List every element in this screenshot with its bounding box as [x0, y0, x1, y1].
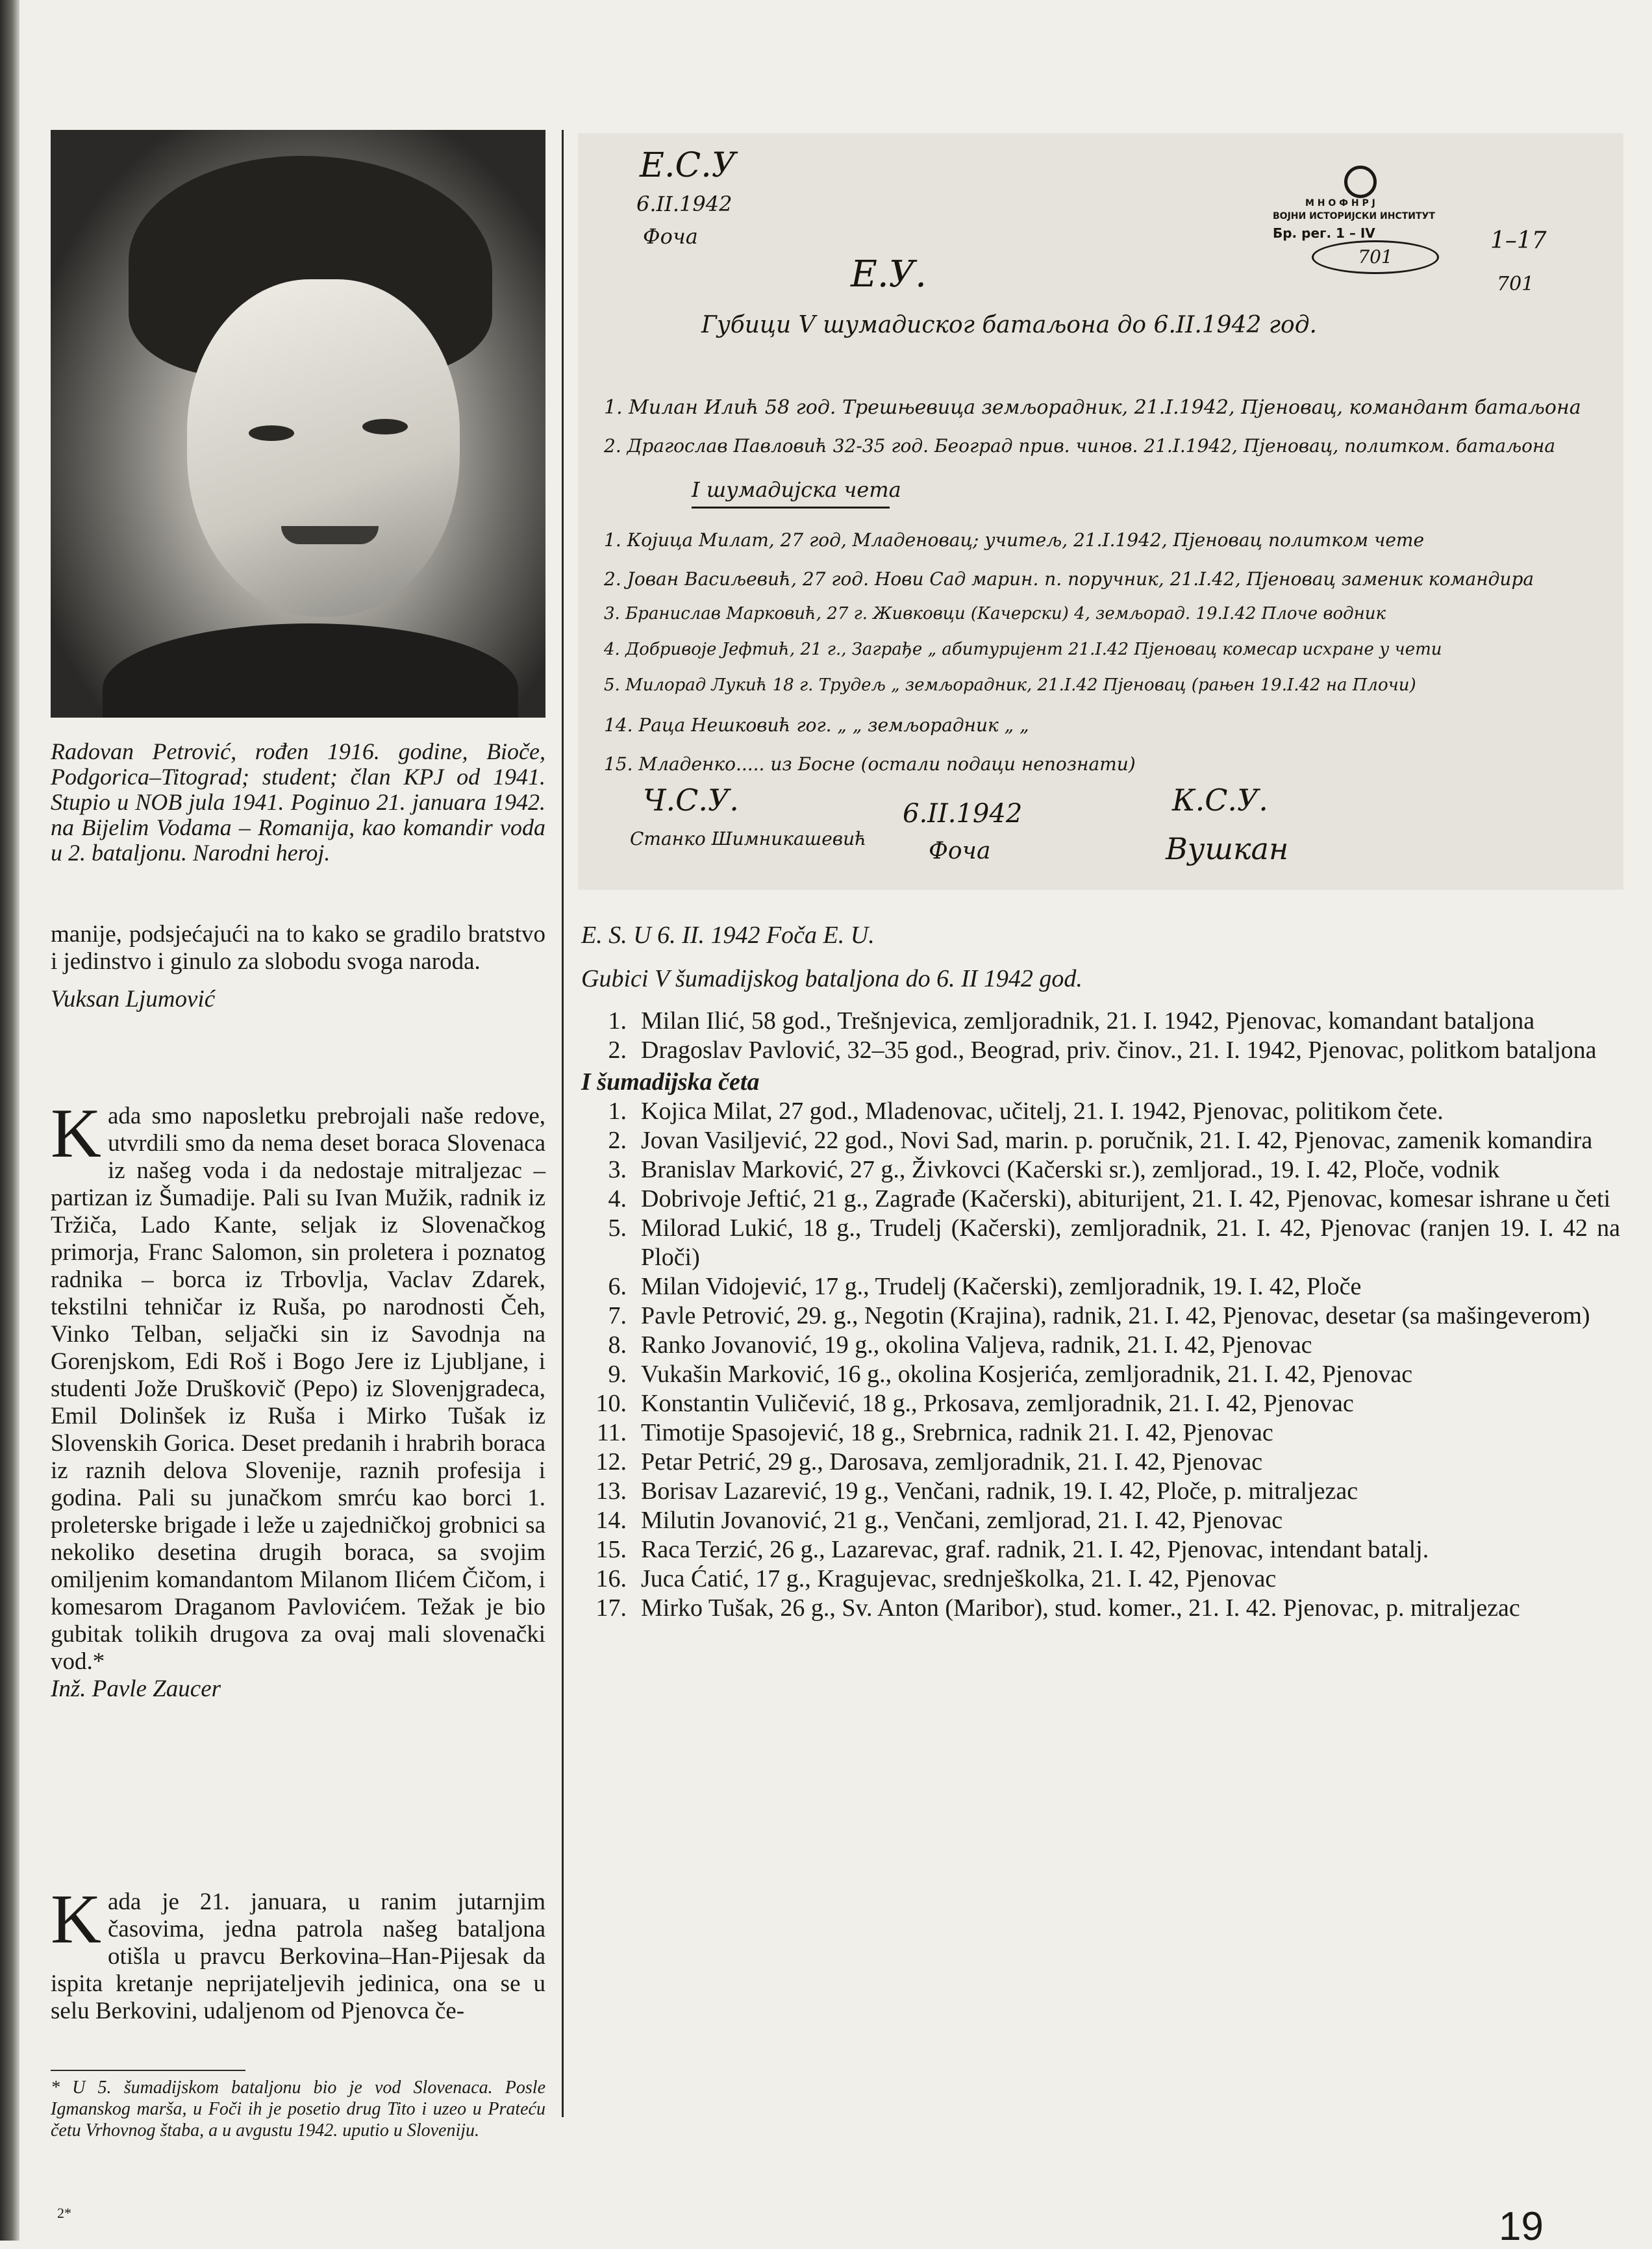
list-item [581, 1007, 1620, 1036]
list-item-text: Vukašin Marković, 16 g., okolina Kosjerića, zemljoradnik, 21. I. 42, Pjenovac [641, 1361, 1413, 1388]
footnote-rule [51, 2070, 245, 2071]
list-item [581, 1477, 1620, 1506]
signature-1: Vuksan Ljumović [51, 986, 216, 1012]
doc-sign-date: 6.II.1942 [903, 799, 1023, 829]
list-item-number: 2. [608, 1037, 627, 1064]
losses-list-company [581, 1097, 1620, 1623]
stamp-emblem-icon [1344, 166, 1377, 198]
list-item-text: Timotije Spasojević, 18 g., Srebrnica, radnik 21. I. 42, Pjenovac [641, 1419, 1273, 1446]
list-item-number: 12. [595, 1448, 627, 1476]
column-divider [562, 130, 564, 2117]
left-block-1 [51, 921, 545, 1013]
list-item-number: 3. [608, 1156, 627, 1183]
doc-eu: Е.У. [851, 253, 927, 295]
portrait-photo [51, 130, 545, 718]
list-item [581, 1448, 1620, 1477]
doc-entry-9: 15. Младенко..... из Босне (остали подаци непознати) [604, 753, 1136, 775]
stamp-line-3: Бр. рег. 1 – IV [1273, 225, 1375, 241]
page-number: 19 [1499, 2204, 1544, 2249]
list-item [581, 1036, 1620, 1065]
list-item [581, 1126, 1620, 1155]
list-item-number: 14. [595, 1507, 627, 1534]
photo-eye-right [362, 419, 408, 434]
paragraph-3 [51, 1881, 545, 2025]
paragraph-2-text: ada smo naposletku prebrojali naše redove, utvrdili smo da nema deset boraca Slovenaca iz našeg voda i da nedostaje mitraljezac – partizan iz Šumadije. Pali su Ivan Mužik, radnik iz Tržiča, Lado Kante, seljak iz Slovenačkog primorja, Franc Salomon, sin proletera i poznatog radnika – borca iz Trbovlja, Vaclav Zdarek, tekstilni tehničar iz Ruša, po narodnosti Čeh, Vinko Telban, seljački sin iz Savodnja na Gorenjskom, Edi Roš i Bogo Jere iz Ljubljane, i studenti Jože Druškovič (Pepo) iz Slovenjgradeca, Emil Dolinšek iz Ruša i Mirko Tušak iz Slovenskih Gorica. Deset predanih i hrabrih boraca iz raznih delova Slovenije, raznih profesija i godina. Pali su junačkom smrću kao borci 1. proleterske brigade i leže u zajedničkoj grobnici sa nekoliko desetina drugih boraca, sa svojim omiljenim komandantom Milanom Ilićem Čičom, i komesarom Draganom Pavlovićem. Težak je bio gubitak tolikih drugova za ovaj mali slovenački vod.* [51, 1103, 545, 1675]
doc-place-head: Фоча [643, 224, 698, 249]
list-item [581, 1594, 1620, 1623]
doc-esu-head: Е.С.У [640, 146, 736, 185]
list-item-text: Milorad Lukić, 18 g., Trudelj (Kačerski), zemljoradnik, 21. I. 42, Pjenovac (ranjen 19. I. 42 na Ploči) [641, 1214, 1620, 1271]
list-item-number: 11. [596, 1419, 627, 1446]
list-item-text: Konstantin Vuličević, 18 g., Prkosava, zemljoradnik, 21. I. 42, Pjenovac [641, 1390, 1354, 1417]
list-item-number: 4. [608, 1185, 627, 1212]
list-item-text: Juca Ćatić, 17 g., Kragujevac, srednješkolka, 21. I. 42, Pjenovac [641, 1565, 1277, 1592]
list-item-text: Milan Ilić, 58 god., Trešnjevica, zemljoradnik, 21. I. 1942, Pjenovac, komandant bataljona [641, 1007, 1535, 1035]
list-item-text: Kojica Milat, 27 god., Mladenovac, učitelj, 21. I. 1942, Pjenovac, politikom čete. [641, 1098, 1444, 1125]
list-item [581, 1185, 1620, 1214]
list-item [581, 1331, 1620, 1360]
signature-2: Inž. Pavle Zaucer [51, 1676, 221, 1702]
doc-section-heading: I шумадијска чета [692, 477, 901, 502]
list-item-number: 10. [595, 1390, 627, 1417]
doc-entry-8: 14. Раца Нешковић гог. „ „ земљорадник „ „ [604, 714, 1029, 736]
footnote: * U 5. šumadijskom bataljonu bio je vod Slovenaca. Posle Igmanskog marša, u Foči ih je posetio drug Tito i uzeo u Prateću četu Vrhovnog štaba, a u avgustu 1942. uputio u Sloveniju. [51, 2078, 545, 2141]
book-binding-edge [0, 0, 19, 2241]
signature-mark: 2* [57, 2205, 71, 2221]
list-item-number: 9. [608, 1361, 627, 1388]
list-item-text: Mirko Tušak, 26 g., Sv. Anton (Maribor), stud. komer., 21. I. 42. Pjenovac, p. mitraljezac [641, 1594, 1520, 1622]
losses-list-battalion [581, 1007, 1620, 1065]
paragraph-2 [51, 1095, 545, 1676]
doc-sign-left-name: Станко Шимникашевић [630, 828, 867, 849]
list-item-number: 17. [595, 1594, 627, 1622]
list-item-number: 2. [608, 1127, 627, 1154]
list-item [581, 1155, 1620, 1185]
doc-entry-7: 5. Милорад Лукић 18 г. Трудељ „ земљорадник, 21.I.42 Пјеновац (рањен 19.I.42 на Плочи) [604, 675, 1416, 695]
dropcap-2: K [51, 1095, 101, 1172]
doc-sign-right-name: Вушкан [1166, 831, 1289, 866]
list-item-number: 15. [595, 1536, 627, 1563]
stamp-oval: 701 [1312, 240, 1439, 274]
list-item [581, 1506, 1620, 1535]
list-item [581, 1097, 1620, 1126]
list-item-text: Dobrivoje Jeftić, 21 g., Zagrađe (Kačerski), abiturijent, 21. I. 42, Pjenovac, komesar ishrane u četi [641, 1185, 1611, 1212]
list-item-number: 8. [608, 1331, 627, 1359]
list-item [581, 1535, 1620, 1564]
list-item-number: 13. [595, 1477, 627, 1505]
list-item-text: Pavle Petrović, 29. g., Negotin (Krajina), radnik, 21. I. 42, Pjenovac, desetar (sa mašingeverom) [641, 1302, 1590, 1329]
doc-entry-1: 1. Милан Илић 58 год. Трешњевица земљорадник, 21.I.1942, Пјеновац, командант батаљона [604, 396, 1581, 419]
list-item [581, 1360, 1620, 1389]
doc-entry-5: 3. Бранислав Марковић, 27 г. Живковци (Качерски) 4, земљорад. 19.I.42 Плоче водник [604, 604, 1386, 623]
list-item [581, 1272, 1620, 1301]
transcription-heading-2: Gubici V šumadijskog bataljona do 6. II 1942 god. [581, 965, 1083, 992]
section-heading: I šumadijska četa [581, 1068, 760, 1096]
stamp-line-1: М Н О Ф Н Р Ј [1305, 198, 1375, 208]
list-item [581, 1214, 1620, 1272]
photo-eye-left [249, 425, 294, 441]
doc-margin-note-1: 1–17 [1490, 227, 1547, 254]
list-item-number: 7. [608, 1302, 627, 1329]
list-item [581, 1389, 1620, 1418]
list-item-number: 16. [595, 1565, 627, 1592]
list-item-number: 1. [608, 1098, 627, 1125]
list-item [581, 1564, 1620, 1594]
list-item-number: 1. [608, 1007, 627, 1035]
photo-mouth [281, 526, 379, 544]
list-item-text: Jovan Vasiljević, 22 god., Novi Sad, marin. p. poručnik, 21. I. 42, Pjenovac, zamenik komandira [641, 1127, 1593, 1154]
list-item-text: Raca Terzić, 26 g., Lazarevac, graf. radnik, 21. I. 42, Pjenovac, intendant batalj. [641, 1536, 1429, 1563]
photo-collar [103, 623, 518, 718]
doc-title: Губици V шумадиског батаљона до 6.II.1942 год. [701, 312, 1317, 338]
transcription [581, 921, 1620, 1623]
list-item-number: 5. [608, 1214, 627, 1242]
doc-section-underline [692, 507, 890, 509]
list-item-text: Milutin Jovanović, 21 g., Venčani, zemljorad, 21. I. 42, Pjenovac [641, 1507, 1283, 1534]
photo-face [187, 279, 460, 617]
doc-entry-6: 4. Добривоје Јефтић, 21 г., Заграђе „ абитуријент 21.I.42 Пјеновац комесар исхране у чети [604, 640, 1442, 659]
list-item [581, 1418, 1620, 1448]
transcription-heading-1: E. S. U 6. II. 1942 Foča E. U. [581, 922, 875, 949]
doc-sign-place: Фоча [929, 838, 991, 864]
dropcap-3: K [51, 1881, 101, 1958]
doc-sign-left-title: Ч.С.У. [643, 783, 739, 818]
photo-caption: Radovan Petrović, rođen 1916. godine, Bioče, Podgorica–Titograd; student; član KPJ od 1941. Stupio u NOB jula 1941. Poginuo 21. januara 1942. na Bijelim Vodama – Romanija, kao komandir voda u 2. bataljonu. Narodni heroj. [51, 738, 545, 866]
doc-margin-note-2: 701 [1497, 273, 1534, 295]
list-item-text: Borisav Lazarević, 19 g., Venčani, radnik, 19. I. 42, Ploče, p. mitraljezac [641, 1477, 1358, 1505]
archive-stamp [1260, 166, 1474, 283]
list-item-text: Petar Petrić, 29 g., Darosava, zemljoradnik, 21. I. 42, Pjenovac [641, 1448, 1263, 1476]
doc-entry-4: 2. Јован Васиљевић, 27 год. Нови Сад марин. п. поручник, 21.I.42, Пјеновац заменик командира [604, 568, 1534, 590]
paragraph-3-text: ada je 21. januara, u ranim jutarnjim časovima, jedna patrola našeg bataljona otišla u pravcu Berkovina–Han-Pijesak da ispita kretanje neprijateljevih jedinica, ona se u selu Berkovini, udaljenom od Pjenovca če- [51, 1889, 545, 2024]
doc-sign-right-title: К.С.У. [1172, 783, 1268, 818]
left-block-2 [51, 1095, 545, 1703]
list-item-number: 6. [608, 1273, 627, 1300]
document-facsimile [578, 133, 1623, 890]
doc-date-head: 6.II.1942 [636, 192, 732, 216]
left-block-3 [51, 1881, 545, 2025]
stamp-line-2: ВОЈНИ ИСТОРИЈСКИ ИНСТИТУТ [1273, 211, 1435, 221]
list-item-text: Milan Vidojević, 17 g., Trudelj (Kačerski), zemljoradnik, 19. I. 42, Ploče [641, 1273, 1362, 1300]
doc-entry-3: 1. Којица Милат, 27 год, Младеновац; учитељ, 21.I.1942, Пјеновац политком чете [604, 529, 1425, 551]
doc-entry-2: 2. Драгослав Павловић 32-35 год. Београд прив. чинов. 21.I.1942, Пјеновац, политком. батаљона [604, 435, 1556, 457]
list-item [581, 1301, 1620, 1331]
list-item-text: Branislav Marković, 27 g., Živkovci (Kačerski sr.), zemljorad., 19. I. 42, Ploče, vodnik [641, 1156, 1500, 1183]
list-item-text: Ranko Jovanović, 19 g., okolina Valjeva, radnik, 21. I. 42, Pjenovac [641, 1331, 1312, 1359]
paragraph-1: manije, podsjećajući na to kako se gradilo bratstvo i jedinstvo i ginulo za slobodu svoga naroda. [51, 921, 545, 975]
list-item-text: Dragoslav Pavlović, 32–35 god., Beograd, priv. činov., 21. I. 1942, Pjenovac, politkom bataljona [641, 1037, 1597, 1064]
